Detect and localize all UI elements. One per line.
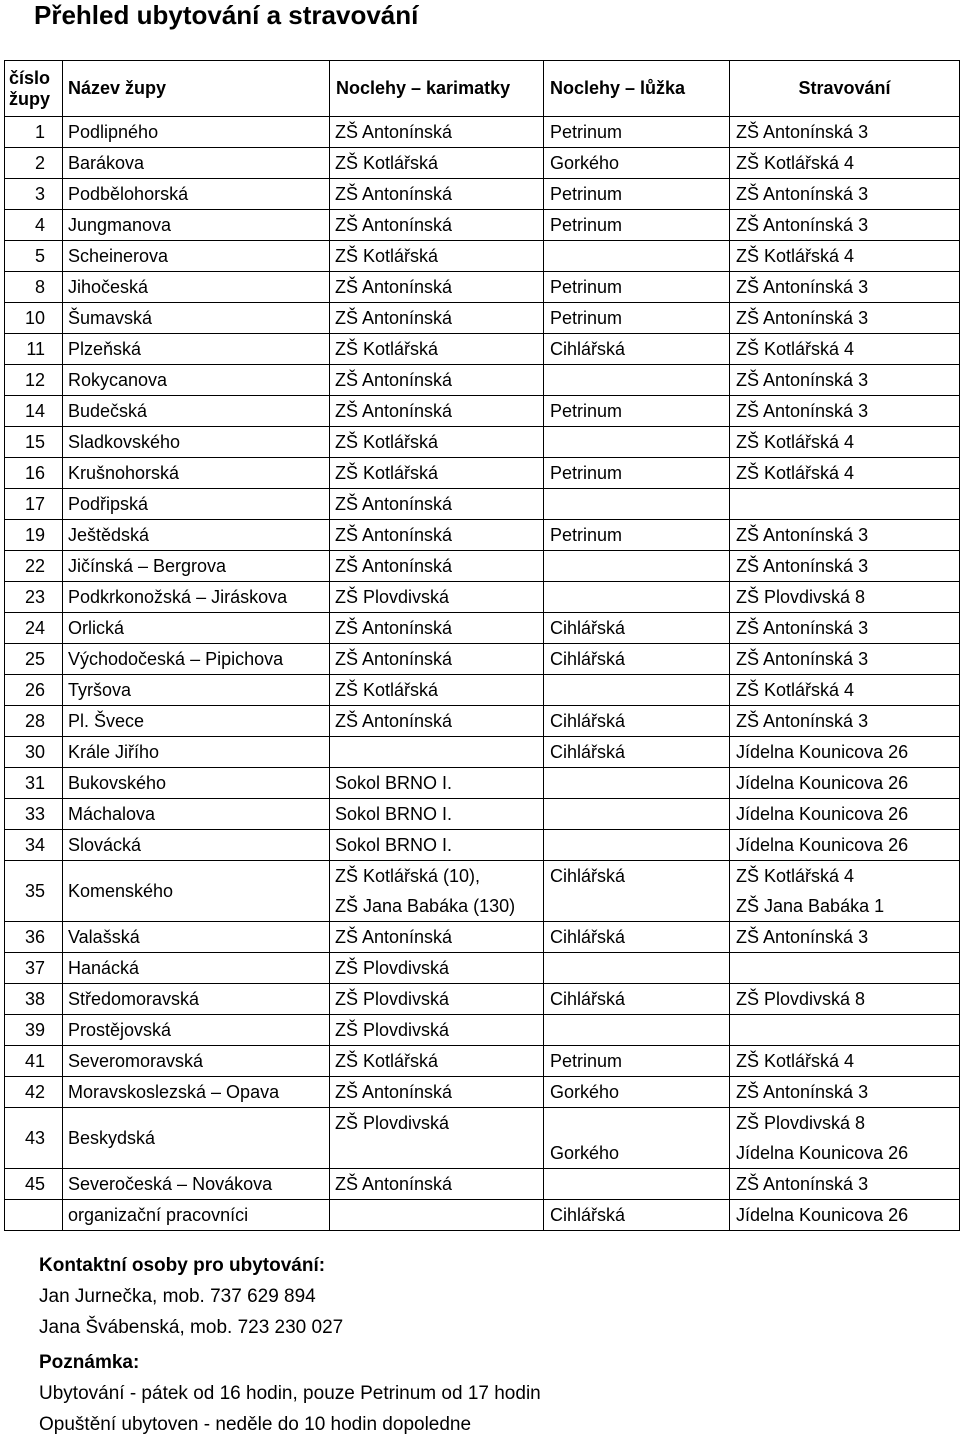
cell-stravovani: Jídelna Kounicova 26 xyxy=(730,1200,960,1231)
cell-karimatky: ZŠ Antonínská xyxy=(330,922,544,953)
cell-luzka: Cihlářská xyxy=(544,644,730,675)
note-2: Opuštění ubytoven - neděle do 10 hodin dopoledne xyxy=(39,1414,472,1435)
cell-karimatky: ZŠ Kotlářská xyxy=(330,675,544,706)
cell-number: 4 xyxy=(5,210,63,241)
table-row xyxy=(5,830,960,861)
cell-name: Slovácká xyxy=(63,830,330,861)
cell-stravovani: ZŠ Kotlářská 4 xyxy=(730,427,960,458)
cell-luzka: Petrinum xyxy=(544,1046,730,1077)
cell-name: Podlipného xyxy=(63,117,330,148)
table-row xyxy=(5,737,960,768)
cell-name: Budečská xyxy=(63,396,330,427)
cell-karimatky: ZŠ Kotlářská xyxy=(330,241,544,272)
contact-2: Jana Švábenská, mob. 723 230 027 xyxy=(39,1317,344,1338)
cell-name: Severočeská – Novákova xyxy=(63,1169,330,1200)
cell-number: 39 xyxy=(5,1015,63,1046)
table-row xyxy=(5,922,960,953)
table-row xyxy=(5,706,960,737)
cell-number: 33 xyxy=(5,799,63,830)
table-row xyxy=(5,365,960,396)
cell-stravovani: Jídelna Kounicova 26 xyxy=(730,830,960,861)
cell-name: Rokycanova xyxy=(63,365,330,396)
cell-number: 42 xyxy=(5,1077,63,1108)
contacts-heading: Kontaktní osoby pro ubytování: xyxy=(39,1255,326,1276)
cell-stravovani: ZŠ Kotlářská 4 xyxy=(730,148,960,179)
cell-karimatky: ZŠ Kotlářská xyxy=(330,458,544,489)
cell-luzka xyxy=(544,427,730,458)
table-row xyxy=(5,117,960,148)
cell-luzka xyxy=(544,953,730,984)
table-row xyxy=(5,272,960,303)
cell-karimatky: ZŠ Antonínská xyxy=(330,489,544,520)
cell-karimatky: ZŠ Antonínská xyxy=(330,210,544,241)
table-row xyxy=(5,396,960,427)
table-row xyxy=(5,582,960,613)
cell-name: Ještědská xyxy=(63,520,330,551)
cell-number: 15 xyxy=(5,427,63,458)
cell-karimatky: ZŠ Antonínská xyxy=(330,551,544,582)
cell-luzka: Petrinum xyxy=(544,210,730,241)
column-header-luzka: Noclehy – lůžka xyxy=(544,61,730,117)
cell-karimatky: ZŠ Kotlářská xyxy=(330,1046,544,1077)
cell-stravovani: ZŠ Antonínská 3 xyxy=(730,396,960,427)
cell-karimatky xyxy=(330,1138,544,1169)
column-header-name: Název župy xyxy=(63,61,330,117)
cell-name: Prostějovská xyxy=(63,1015,330,1046)
cell-stravovani: ZŠ Antonínská 3 xyxy=(730,551,960,582)
cell-stravovani: ZŠ Antonínská 3 xyxy=(730,1077,960,1108)
cell-karimatky: ZŠ Antonínská xyxy=(330,303,544,334)
cell-name: Hanácká xyxy=(63,953,330,984)
cell-stravovani: ZŠ Antonínská 3 xyxy=(730,179,960,210)
cell-name: Severomoravská xyxy=(63,1046,330,1077)
cell-name: Středomoravská xyxy=(63,984,330,1015)
note-1: Ubytování - pátek od 16 hodin, pouze Petrinum od 17 hodin xyxy=(39,1383,541,1404)
cell-luzka: Petrinum xyxy=(544,303,730,334)
cell-luzka xyxy=(544,675,730,706)
table-row xyxy=(5,768,960,799)
cell-stravovani xyxy=(730,953,960,984)
cell-karimatky: ZŠ Antonínská xyxy=(330,1169,544,1200)
cell-karimatky: ZŠ Jana Babáka (130) xyxy=(330,891,544,922)
table-row xyxy=(5,520,960,551)
table-row xyxy=(5,799,960,830)
cell-stravovani: ZŠ Antonínská 3 xyxy=(730,520,960,551)
table-row xyxy=(5,1015,960,1046)
cell-stravovani: Jídelna Kounicova 26 xyxy=(730,799,960,830)
cell-number: 37 xyxy=(5,953,63,984)
table-row xyxy=(5,303,960,334)
cell-luzka xyxy=(544,365,730,396)
cell-karimatky: ZŠ Plovdivská xyxy=(330,582,544,613)
cell-karimatky: Sokol BRNO I. xyxy=(330,768,544,799)
table-row xyxy=(5,1046,960,1077)
table-body xyxy=(5,117,960,1231)
footer-notes xyxy=(39,1250,541,1440)
cell-number: 16 xyxy=(5,458,63,489)
cell-stravovani: ZŠ Antonínská 3 xyxy=(730,303,960,334)
cell-luzka: Gorkého xyxy=(544,1077,730,1108)
table-header-row xyxy=(5,61,960,117)
cell-name: Pl. Švece xyxy=(63,706,330,737)
cell-stravovani: ZŠ Plovdivská 8 xyxy=(730,1108,960,1139)
cell-karimatky: ZŠ Antonínská xyxy=(330,179,544,210)
table-row xyxy=(5,427,960,458)
cell-number: 5 xyxy=(5,241,63,272)
cell-stravovani: ZŠ Kotlářská 4 xyxy=(730,458,960,489)
cell-number: 11 xyxy=(5,334,63,365)
cell-luzka: Petrinum xyxy=(544,396,730,427)
cell-name: Moravskoslezská – Opava xyxy=(63,1077,330,1108)
cell-number: 1 xyxy=(5,117,63,148)
cell-name: Barákova xyxy=(63,148,330,179)
cell-number: 31 xyxy=(5,768,63,799)
cell-luzka xyxy=(544,891,730,922)
table-row xyxy=(5,1200,960,1231)
cell-karimatky: ZŠ Antonínská xyxy=(330,644,544,675)
cell-stravovani: Jídelna Kounicova 26 xyxy=(730,737,960,768)
cell-luzka xyxy=(544,799,730,830)
cell-luzka xyxy=(544,582,730,613)
table-row xyxy=(5,1108,960,1139)
table-row xyxy=(5,334,960,365)
cell-karimatky: ZŠ Antonínská xyxy=(330,396,544,427)
cell-karimatky: ZŠ Antonínská xyxy=(330,365,544,396)
cell-luzka: Petrinum xyxy=(544,272,730,303)
cell-number: 23 xyxy=(5,582,63,613)
cell-name: Tyršova xyxy=(63,675,330,706)
cell-karimatky: ZŠ Plovdivská xyxy=(330,1108,544,1139)
cell-luzka xyxy=(544,241,730,272)
cell-number xyxy=(5,1200,63,1231)
cell-number: 45 xyxy=(5,1169,63,1200)
cell-luzka: Petrinum xyxy=(544,117,730,148)
cell-stravovani: ZŠ Antonínská 3 xyxy=(730,117,960,148)
cell-number: 43 xyxy=(5,1108,63,1169)
cell-name: Krále Jiřího xyxy=(63,737,330,768)
cell-luzka: Cihlářská xyxy=(544,984,730,1015)
cell-luzka: Gorkého xyxy=(544,148,730,179)
cell-karimatky xyxy=(330,737,544,768)
cell-karimatky: ZŠ Antonínská xyxy=(330,272,544,303)
cell-stravovani: ZŠ Antonínská 3 xyxy=(730,613,960,644)
table-row xyxy=(5,179,960,210)
cell-stravovani: ZŠ Antonínská 3 xyxy=(730,210,960,241)
cell-luzka: Petrinum xyxy=(544,520,730,551)
table-row xyxy=(5,241,960,272)
cell-stravovani: ZŠ Kotlářská 4 xyxy=(730,334,960,365)
cell-karimatky: ZŠ Antonínská xyxy=(330,520,544,551)
table-row xyxy=(5,458,960,489)
cell-luzka xyxy=(544,830,730,861)
cell-luzka: Gorkého xyxy=(544,1138,730,1169)
cell-luzka: Cihlářská xyxy=(544,706,730,737)
accommodation-table xyxy=(4,60,960,1231)
cell-name: organizační pracovníci xyxy=(63,1200,330,1231)
cell-karimatky: ZŠ Antonínská xyxy=(330,1077,544,1108)
cell-name: Sladkovského xyxy=(63,427,330,458)
cell-karimatky: ZŠ Kotlářská xyxy=(330,427,544,458)
cell-karimatky: ZŠ Antonínská xyxy=(330,613,544,644)
cell-name: Jihočeská xyxy=(63,272,330,303)
cell-number: 8 xyxy=(5,272,63,303)
table-row xyxy=(5,1077,960,1108)
cell-stravovani: ZŠ Antonínská 3 xyxy=(730,272,960,303)
table-row xyxy=(5,675,960,706)
note-heading: Poznámka: xyxy=(39,1352,140,1373)
cell-name: Máchalova xyxy=(63,799,330,830)
cell-luzka: Cihlářská xyxy=(544,613,730,644)
cell-number: 14 xyxy=(5,396,63,427)
cell-number: 22 xyxy=(5,551,63,582)
cell-number: 26 xyxy=(5,675,63,706)
cell-number: 38 xyxy=(5,984,63,1015)
cell-stravovani: ZŠ Antonínská 3 xyxy=(730,644,960,675)
cell-karimatky: ZŠ Plovdivská xyxy=(330,1015,544,1046)
cell-number: 2 xyxy=(5,148,63,179)
cell-stravovani: Jídelna Kounicova 26 xyxy=(730,1138,960,1169)
cell-number: 19 xyxy=(5,520,63,551)
column-header-stravovani: Stravování xyxy=(730,61,960,117)
page-title: Přehled ubytování a stravování xyxy=(34,0,419,30)
cell-number: 10 xyxy=(5,303,63,334)
cell-karimatky: Sokol BRNO I. xyxy=(330,799,544,830)
cell-name: Krušnohorská xyxy=(63,458,330,489)
cell-name: Beskydská xyxy=(63,1108,330,1169)
cell-luzka: Cihlářská xyxy=(544,737,730,768)
cell-stravovani: ZŠ Jana Babáka 1 xyxy=(730,891,960,922)
cell-luzka: Cihlářská xyxy=(544,1200,730,1231)
column-header-karimatky: Noclehy – karimatky xyxy=(330,61,544,117)
cell-name: Bukovského xyxy=(63,768,330,799)
cell-stravovani xyxy=(730,1015,960,1046)
cell-number: 30 xyxy=(5,737,63,768)
cell-luzka: Cihlářská xyxy=(544,334,730,365)
cell-stravovani: ZŠ Antonínská 3 xyxy=(730,922,960,953)
cell-luzka xyxy=(544,1169,730,1200)
cell-name: Jungmanova xyxy=(63,210,330,241)
cell-stravovani: ZŠ Kotlářská 4 xyxy=(730,241,960,272)
cell-luzka xyxy=(544,551,730,582)
cell-name: Podkrkonožská – Jiráskova xyxy=(63,582,330,613)
cell-name: Plzeňská xyxy=(63,334,330,365)
cell-number: 24 xyxy=(5,613,63,644)
table-row xyxy=(5,953,960,984)
table-row xyxy=(5,984,960,1015)
cell-karimatky: ZŠ Kotlářská (10), xyxy=(330,861,544,892)
cell-karimatky: ZŠ Plovdivská xyxy=(330,953,544,984)
table-row xyxy=(5,148,960,179)
cell-name: Valašská xyxy=(63,922,330,953)
cell-karimatky xyxy=(330,1200,544,1231)
cell-name: Scheinerova xyxy=(63,241,330,272)
cell-number: 17 xyxy=(5,489,63,520)
cell-luzka xyxy=(544,1015,730,1046)
cell-stravovani: ZŠ Kotlářská 4 xyxy=(730,861,960,892)
cell-luzka: Cihlářská xyxy=(544,922,730,953)
cell-number: 25 xyxy=(5,644,63,675)
cell-stravovani: Jídelna Kounicova 26 xyxy=(730,768,960,799)
table-row xyxy=(5,861,960,892)
cell-stravovani: ZŠ Plovdivská 8 xyxy=(730,984,960,1015)
cell-stravovani: ZŠ Antonínská 3 xyxy=(730,365,960,396)
cell-number: 36 xyxy=(5,922,63,953)
cell-number: 34 xyxy=(5,830,63,861)
cell-name: Jičínská – Bergrova xyxy=(63,551,330,582)
cell-karimatky: ZŠ Kotlářská xyxy=(330,148,544,179)
cell-name: Podřipská xyxy=(63,489,330,520)
cell-luzka xyxy=(544,768,730,799)
cell-karimatky: ZŠ Plovdivská xyxy=(330,984,544,1015)
cell-luzka: Cihlářská xyxy=(544,861,730,892)
table-row xyxy=(5,613,960,644)
cell-karimatky: ZŠ Antonínská xyxy=(330,117,544,148)
cell-luzka xyxy=(544,489,730,520)
cell-name: Orlická xyxy=(63,613,330,644)
cell-luzka xyxy=(544,1108,730,1139)
cell-name: Komenského xyxy=(63,861,330,922)
cell-karimatky: ZŠ Kotlářská xyxy=(330,334,544,365)
table-row xyxy=(5,551,960,582)
table-row xyxy=(5,644,960,675)
cell-stravovani: ZŠ Antonínská 3 xyxy=(730,706,960,737)
cell-number: 12 xyxy=(5,365,63,396)
cell-number: 3 xyxy=(5,179,63,210)
table-row xyxy=(5,1169,960,1200)
cell-number: 28 xyxy=(5,706,63,737)
cell-stravovani xyxy=(730,489,960,520)
cell-stravovani: ZŠ Kotlářská 4 xyxy=(730,1046,960,1077)
table-row xyxy=(5,210,960,241)
cell-stravovani: ZŠ Antonínská 3 xyxy=(730,1169,960,1200)
cell-karimatky: Sokol BRNO I. xyxy=(330,830,544,861)
cell-number: 41 xyxy=(5,1046,63,1077)
column-header-number: číslo župy xyxy=(5,61,63,117)
cell-luzka: Petrinum xyxy=(544,179,730,210)
cell-number: 35 xyxy=(5,861,63,922)
table-row xyxy=(5,489,960,520)
cell-stravovani: ZŠ Plovdivská 8 xyxy=(730,582,960,613)
cell-name: Podbělohorská xyxy=(63,179,330,210)
cell-name: Východočeská – Pipichova xyxy=(63,644,330,675)
cell-luzka: Petrinum xyxy=(544,458,730,489)
cell-stravovani: ZŠ Kotlářská 4 xyxy=(730,675,960,706)
contact-1: Jan Jurnečka, mob. 737 629 894 xyxy=(39,1286,316,1307)
cell-karimatky: ZŠ Antonínská xyxy=(330,706,544,737)
cell-name: Šumavská xyxy=(63,303,330,334)
